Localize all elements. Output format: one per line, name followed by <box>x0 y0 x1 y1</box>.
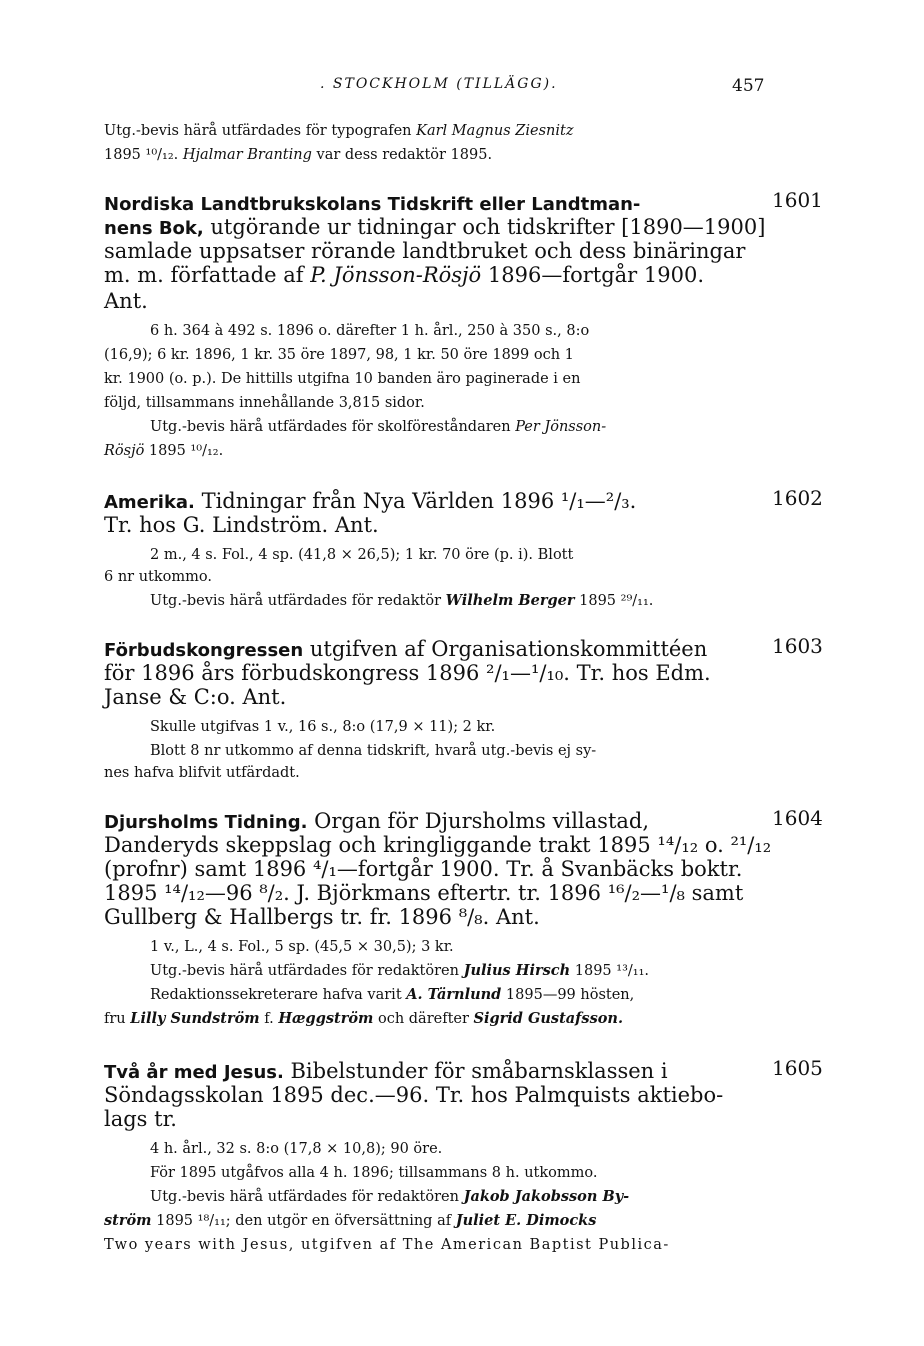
entry-line: lags tr. <box>104 1107 177 1131</box>
entry-detail: följd, tillsammans innehållande 3,815 sidor. <box>104 395 425 411</box>
entry-line: 1895 ¹⁴/₁₂—96 ⁸/₂. J. Björkmans eftertr. tr. 1896 ¹⁶/₂—¹/₈ samt <box>104 881 744 905</box>
entry-title-line: Nordiska Landtbrukskolans Tidskrift eller Landtman- <box>104 194 641 215</box>
entry-line: Ant. <box>104 289 148 313</box>
entry-number: 1603 <box>772 634 823 658</box>
entry-detail: kr. 1900 (o. p.). De hittills utgifna 10 banden äro paginerade i en <box>104 371 581 387</box>
entry-number: 1605 <box>772 1056 823 1080</box>
entry-detail: 6 h. 364 à 492 s. 1896 o. därefter 1 h. årl., 250 à 350 s., 8:o <box>150 323 590 339</box>
entry-title-line: Två år med Jesus. Bibelstunder för småbarnsklassen i <box>104 1059 668 1083</box>
entry-title-line: Förbudskongressen utgifven af Organisationskommittéen <box>104 637 708 661</box>
entry-detail: fru Lilly Sundström f. Hæggström och därefter Sigrid Gustafsson. <box>104 1010 623 1027</box>
entry-detail: nes hafva blifvit utfärdadt. <box>104 765 300 781</box>
entry-line: Tr. hos G. Lindström. Ant. <box>104 513 379 537</box>
entry-number: 1602 <box>772 486 823 510</box>
running-header: . STOCKHOLM (TILLÄGG). <box>320 76 558 92</box>
page-number: 457 <box>732 76 765 96</box>
entry-detail: Redaktionssekreterare hafva varit A. Tärnlund 1895—99 hösten, <box>150 986 635 1003</box>
entry-title-line: Djursholms Tidning. Organ för Djursholms villastad, <box>104 809 650 833</box>
entry-detail: Utg.-bevis härå utfärdades för skolföreståndaren Per Jönsson- <box>150 419 607 435</box>
entry-detail: För 1895 utgåfvos alla 4 h. 1896; tillsammans 8 h. utkommo. <box>150 1165 598 1181</box>
entry-detail: 1 v., L., 4 s. Fol., 5 sp. (45,5 × 30,5); 3 kr. <box>150 939 454 955</box>
entry-detail: 6 nr utkommo. <box>104 569 212 585</box>
entry-line: Gullberg & Hallbergs tr. fr. 1896 ⁸/₈. Ant. <box>104 905 540 929</box>
entry-detail: Skulle utgifvas 1 v., 16 s., 8:o (17,9 × 11); 2 kr. <box>150 719 496 735</box>
entry-line: för 1896 års förbudskongress 1896 ²/₁—¹/₁₀. Tr. hos Edm. <box>104 661 711 685</box>
entry-detail: Rösjö 1895 ¹⁰/₁₂. <box>104 443 224 459</box>
entry-detail: Utg.-bevis härå utfärdades för redaktören Julius Hirsch 1895 ¹³/₁₁. <box>150 962 650 979</box>
entry-line: Söndagsskolan 1895 dec.—96. Tr. hos Palmquists aktiebo- <box>104 1083 724 1107</box>
entry-line: m. m. författade af P. Jönsson-Rösjö 1896—fortgår 1900. <box>104 263 705 287</box>
entry-number: 1604 <box>772 806 823 830</box>
entry-line: (profnr) samt 1896 ⁴/₁—fortgår 1900. Tr. å Svanbäcks boktr. <box>104 857 743 881</box>
entry-title-line: Amerika. Tidningar från Nya Världen 1896 ¹/₁—²/₃. <box>104 489 637 513</box>
entry-line: Danderyds skeppslag och kringliggande trakt 1895 ¹⁴/₁₂ o. ²¹/₁₂ <box>104 833 772 857</box>
entry-detail: (16,9); 6 kr. 1896, 1 kr. 35 öre 1897, 98, 1 kr. 50 öre 1899 och 1 <box>104 347 574 363</box>
entry-line: samlade uppsatser rörande landtbruket och dess binäringar <box>104 239 746 263</box>
entry-detail: ström 1895 ¹⁸/₁₁; den utgör en öfversättning af Juliet E. Dimocks <box>104 1212 597 1229</box>
entry-detail: 2 m., 4 s. Fol., 4 sp. (41,8 × 26,5); 1 kr. 70 öre (p. i). Blott <box>150 547 574 563</box>
entry-detail: Utg.-bevis härå utfärdades för redaktören Jakob Jakobsson By- <box>150 1188 630 1205</box>
entry-detail: 4 h. årl., 32 s. 8:o (17,8 × 10,8); 90 öre. <box>150 1141 443 1157</box>
entry-line: Janse & C:o. Ant. <box>104 685 287 709</box>
intro-line-2: 1895 ¹⁰/₁₂. Hjalmar Branting var dess redaktör 1895. <box>104 147 493 163</box>
entry-line: nens Bok, utgörande ur tidningar och tidskrifter [1890—1900] <box>104 215 766 239</box>
entry-detail: Two years with Jesus, utgifven af The American Baptist Publica- <box>104 1237 670 1253</box>
entry-detail: Blott 8 nr utkommo af denna tidskrift, hvarå utg.-bevis ej sy- <box>150 743 597 759</box>
entry-detail: Utg.-bevis härå utfärdades för redaktör Wilhelm Berger 1895 ²⁹/₁₁. <box>150 592 654 609</box>
intro-line-1: Utg.-bevis härå utfärdades för typografen Karl Magnus Ziesnitz <box>104 123 574 139</box>
entry-number: 1601 <box>772 188 823 212</box>
